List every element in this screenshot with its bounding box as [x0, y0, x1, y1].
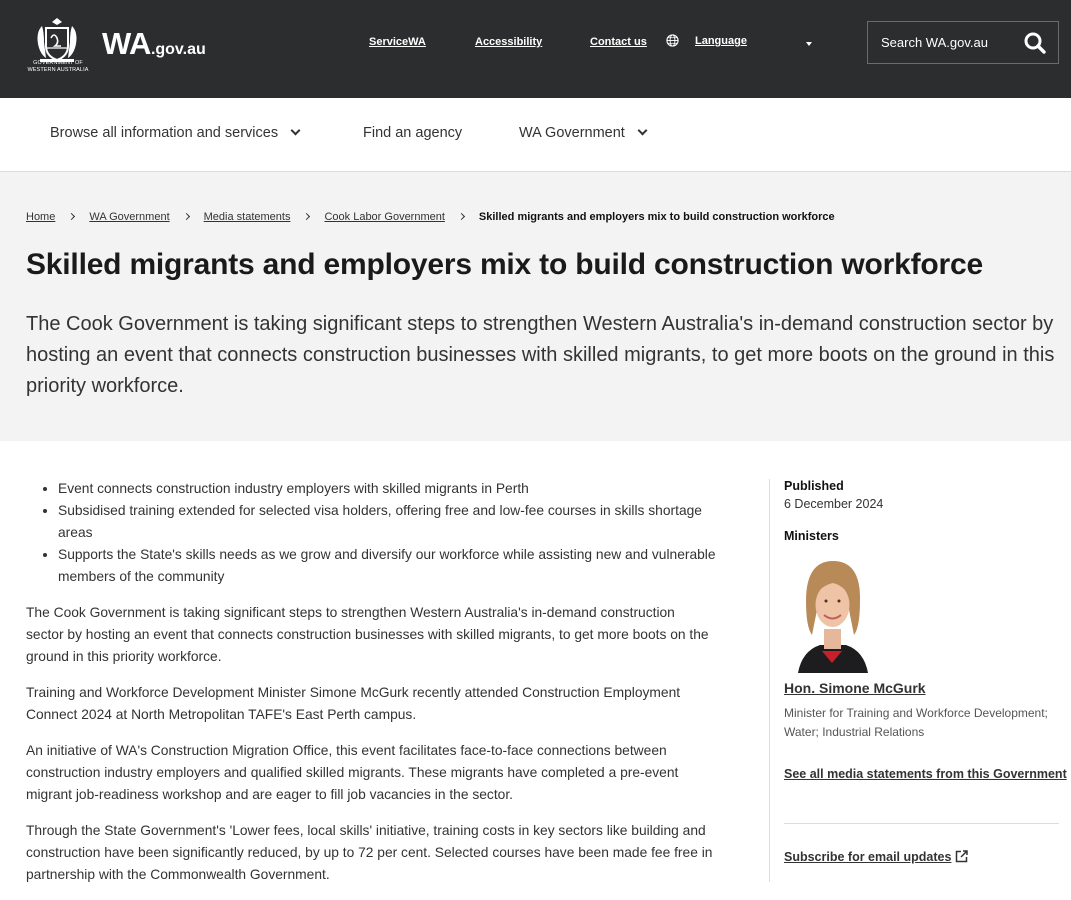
chevron-right-icon [303, 213, 310, 220]
chevron-down-icon [291, 126, 301, 136]
ministers-label: Ministers [784, 529, 839, 543]
subscribe-label: Subscribe for email updates [784, 850, 952, 864]
wordmark-wa: WA [102, 26, 151, 61]
breadcrumb-current: Skilled migrants and employers mix to build construction workforce [478, 211, 835, 223]
published-date: 6 December 2024 [784, 497, 884, 511]
article-body [26, 478, 716, 900]
minister-name-link[interactable]: Hon. Simone McGurk [784, 680, 926, 696]
subscribe-email-link[interactable] [784, 850, 968, 864]
search-box [867, 21, 1059, 64]
search-input[interactable] [868, 22, 1018, 63]
article-paragraph: An initiative of WA's Construction Migration Office, this event facilitates face-to-face connections between construction industry employers and qualified skilled migrants. These migrants have completed a pre-event migrant job-readiness workshop and are eager to fill job vacancies in the sector. [26, 743, 679, 802]
breadcrumb [26, 211, 835, 223]
nav-browse-all-label: Browse all information and services [50, 125, 279, 141]
crest-caption: GOVERNMENT OF WESTERN AUSTRALIA [27, 60, 89, 73]
chevron-right-icon [183, 213, 190, 220]
servicewa-link[interactable]: ServiceWA [369, 36, 426, 48]
accessibility-link[interactable]: Accessibility [475, 36, 543, 48]
page-hero [0, 172, 1071, 441]
article-paragraph: Through the State Government's 'Lower fees, local skills' initiative, training costs in key sectors like building and construction have been significantly reduced, by up to 72 per cent. Selected courses have been made fee free in partnership with the Commonwealth Government. [26, 823, 713, 882]
list-item: • Supports the State's skills needs as we grow and diversify our workforce while assisting new and vulnerable members of the community [58, 544, 716, 588]
divider [784, 823, 1059, 824]
page-title: Skilled migrants and employers mix to build construction workforce [26, 248, 983, 281]
nav-wa-government-label: WA Government [519, 125, 625, 141]
language-selector[interactable]: Language [695, 35, 747, 47]
main-nav [0, 98, 1071, 172]
nav-find-agency-label: Find an agency [363, 125, 463, 141]
nav-browse-all[interactable] [50, 125, 299, 141]
search-icon[interactable] [1022, 30, 1048, 56]
nav-find-agency[interactable] [363, 125, 462, 141]
site-header [0, 0, 1071, 98]
breadcrumb-home[interactable]: Home [26, 211, 56, 223]
key-points-list [58, 478, 716, 588]
wordmark-domain: .gov.au [150, 41, 206, 58]
page-intro: The Cook Government is taking significant steps to strengthen Western Australia's in-demand construction sector by hosting an event that connects construction businesses with skilled migrants, to get more boots on the ground in this priority workforce. [26, 313, 1055, 397]
chevron-down-icon [637, 126, 647, 136]
wa-gov-wordmark[interactable] [102, 26, 206, 62]
nav-wa-government[interactable] [519, 125, 646, 141]
article-paragraph: The Cook Government is taking significant steps to strengthen Western Australia's in-demand construction sector by hosting an event that connects construction businesses with skilled migrants, to get more boots on the ground in this priority workforce. [26, 605, 709, 664]
contact-us-link[interactable]: Contact us [590, 36, 647, 48]
chevron-right-icon [68, 213, 75, 220]
list-item: • Event connects construction industry employers with skilled migrants in Perth [58, 478, 716, 500]
published-label: Published [784, 479, 844, 493]
list-item: • Subsidised training extended for selected visa holders, offering free and low-fee courses in skills shortage areas [58, 500, 716, 544]
caret-down-icon[interactable] [806, 42, 812, 46]
chevron-right-icon [458, 213, 465, 220]
minister-role: Minister for Training and Workforce Development; Water; Industrial Relations [784, 706, 1048, 739]
see-all-media-statements-link[interactable]: See all media statements from this Government [784, 767, 1067, 781]
external-link-icon [955, 850, 968, 863]
article-sidebar [769, 479, 1067, 882]
breadcrumb-media-statements[interactable]: Media statements [203, 211, 291, 223]
minister-photo [784, 555, 881, 673]
breadcrumb-wa-government[interactable]: WA Government [89, 211, 170, 223]
breadcrumb-cook-labor-government[interactable]: Cook Labor Government [324, 211, 445, 223]
globe-icon [666, 34, 679, 47]
article-paragraph: Training and Workforce Development Minister Simone McGurk recently attended Construction Employment Connect 2024 at North Metropolitan TAFE's East Perth campus. [26, 685, 681, 722]
